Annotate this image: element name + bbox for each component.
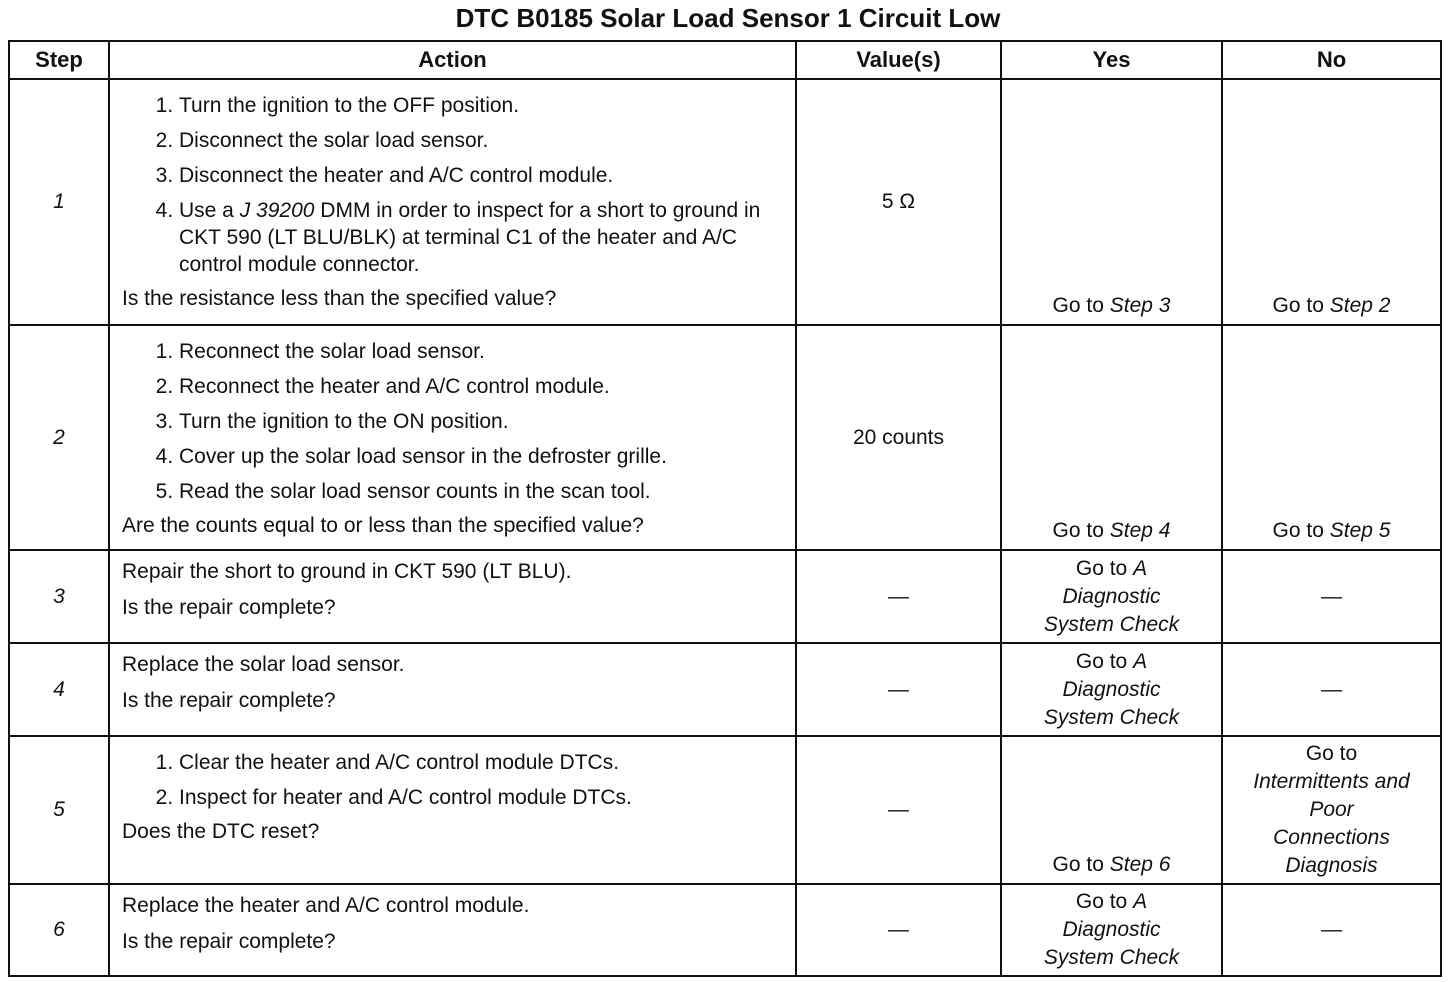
- yes-link[interactable]: Diagnostic: [1062, 677, 1161, 701]
- yes-link[interactable]: System Check: [1043, 946, 1180, 969]
- yes-prefix: Go to: [1075, 890, 1128, 913]
- yes-link[interactable]: System Check: [1043, 612, 1180, 636]
- action-cell: [109, 325, 796, 550]
- no-link[interactable]: Connections: [1273, 826, 1390, 849]
- step-number: 1: [9, 79, 109, 325]
- step-number: 5: [9, 736, 109, 884]
- action-step: 2. Disconnect the solar load sensor.: [179, 127, 785, 154]
- table-row: [9, 736, 1441, 884]
- action-step: 3. Turn the ignition to the ON position.: [179, 408, 785, 435]
- action-text: Replace the heater and A/C control module.: [122, 894, 530, 917]
- action-cell: [109, 79, 796, 325]
- step-number: 4: [9, 643, 109, 736]
- no-cell: [1222, 325, 1441, 550]
- header-yes: Yes: [1001, 41, 1222, 79]
- yes-cell: [1001, 643, 1222, 736]
- action-text: Replace the solar load sensor.: [122, 653, 405, 676]
- action-step: [179, 197, 785, 278]
- table-row: [9, 79, 1441, 325]
- action-step: 1. Reconnect the solar load sensor.: [179, 338, 785, 365]
- no-link[interactable]: Poor: [1309, 798, 1354, 821]
- no-link[interactable]: Step 2: [1329, 294, 1391, 317]
- header-row: [9, 41, 1441, 79]
- no-prefix: Go to: [1305, 742, 1358, 765]
- no-cell: [1222, 736, 1441, 884]
- action-step: 3. Disconnect the heater and A/C control module.: [179, 162, 785, 189]
- no-prefix: Go to: [1272, 294, 1324, 317]
- no-link[interactable]: Step 5: [1329, 519, 1391, 542]
- yes-link[interactable]: Step 6: [1109, 853, 1171, 876]
- value-cell: —: [796, 736, 1001, 884]
- no-prefix: Go to: [1272, 519, 1324, 542]
- action-step: 2. Inspect for heater and A/C control module DTCs.: [179, 784, 785, 811]
- action-cell: [109, 884, 796, 976]
- value-cell: —: [796, 643, 1001, 736]
- action-cell: [109, 736, 796, 884]
- tool-name: J 39200: [239, 199, 315, 222]
- action-step: 1. Turn the ignition to the OFF position.: [179, 92, 785, 119]
- value-cell: 20 counts: [796, 325, 1001, 550]
- action-steps: [122, 338, 785, 505]
- page-title: DTC B0185 Solar Load Sensor 1 Circuit Low: [455, 3, 1001, 33]
- yes-link[interactable]: System Check: [1043, 705, 1180, 729]
- no-cell: —: [1222, 643, 1441, 736]
- action-text: Use a: [179, 199, 234, 222]
- action-steps: [122, 749, 785, 811]
- no-link[interactable]: Diagnosis: [1285, 854, 1378, 877]
- yes-cell: [1001, 325, 1222, 550]
- yes-link[interactable]: A: [1133, 890, 1148, 913]
- header-step: Step: [9, 41, 109, 79]
- no-cell: —: [1222, 884, 1441, 976]
- header-no: No: [1222, 41, 1441, 79]
- value-cell: —: [796, 550, 1001, 643]
- action-question: Is the repair complete?: [122, 596, 336, 619]
- yes-prefix: Go to: [1052, 519, 1104, 542]
- value-cell: —: [796, 884, 1001, 976]
- diagnostic-table: [8, 40, 1442, 977]
- action-step: 4. Cover up the solar load sensor in the defroster grille.: [179, 443, 785, 470]
- yes-link[interactable]: Diagnostic: [1062, 584, 1161, 608]
- action-text: DMM in order to inspect for a short to ground in CKT 590 (LT BLU/BLK) at terminal C1 of the heater and A/C control module connector.: [179, 199, 761, 276]
- action-question: Is the repair complete?: [122, 930, 336, 953]
- yes-link[interactable]: Diagnostic: [1062, 918, 1161, 941]
- yes-link[interactable]: A: [1133, 556, 1148, 580]
- header-values: Value(s): [796, 41, 1001, 79]
- yes-link[interactable]: A: [1133, 649, 1148, 673]
- value-cell: 5 Ω: [796, 79, 1001, 325]
- action-step: 1. Clear the heater and A/C control module DTCs.: [179, 749, 785, 776]
- no-cell: —: [1222, 550, 1441, 643]
- yes-prefix: Go to: [1052, 294, 1104, 317]
- action-question: Is the resistance less than the specified value?: [122, 287, 557, 310]
- table-row: [9, 325, 1441, 550]
- action-question: Are the counts equal to or less than the specified value?: [122, 514, 644, 537]
- action-question: Is the repair complete?: [122, 689, 336, 712]
- action-step: 2. Reconnect the heater and A/C control module.: [179, 373, 785, 400]
- yes-cell: [1001, 550, 1222, 643]
- action-cell: [109, 550, 796, 643]
- step-number: 3: [9, 550, 109, 643]
- action-question: Does the DTC reset?: [122, 820, 320, 843]
- action-step: 5. Read the solar load sensor counts in the scan tool.: [179, 478, 785, 505]
- yes-cell: [1001, 79, 1222, 325]
- header-action: Action: [109, 41, 796, 79]
- step-number: 6: [9, 884, 109, 976]
- yes-prefix: Go to: [1075, 649, 1128, 673]
- table-row: [9, 643, 1441, 736]
- no-link[interactable]: Intermittents and: [1253, 770, 1410, 793]
- table-row: [9, 884, 1441, 976]
- step-number: 2: [9, 325, 109, 550]
- action-cell: [109, 643, 796, 736]
- no-cell: [1222, 79, 1441, 325]
- yes-cell: [1001, 884, 1222, 976]
- yes-link[interactable]: Step 4: [1109, 519, 1171, 542]
- yes-prefix: Go to: [1052, 853, 1104, 876]
- table-row: [9, 550, 1441, 643]
- yes-cell: [1001, 736, 1222, 884]
- action-steps: [122, 92, 785, 278]
- yes-link[interactable]: Step 3: [1109, 294, 1171, 317]
- action-text: Repair the short to ground in CKT 590 (LT BLU).: [122, 560, 572, 583]
- yes-prefix: Go to: [1075, 556, 1128, 580]
